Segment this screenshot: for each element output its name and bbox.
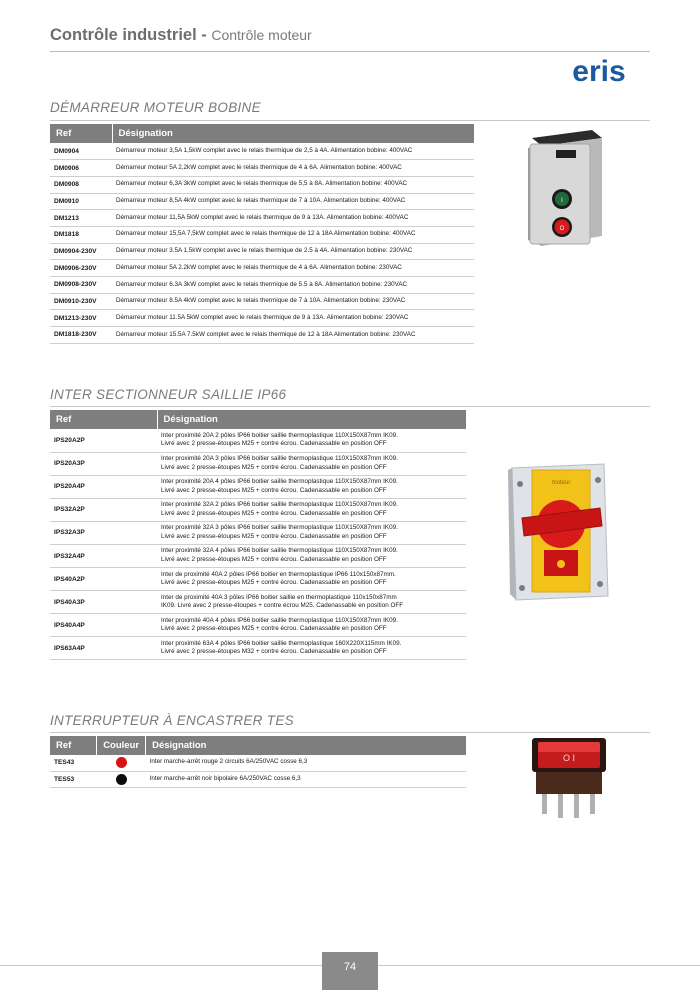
row-designation: Inter marche-arrêt rouge 2 circuits 6A/250VAC cosse 6,3	[146, 755, 466, 771]
table-row	[50, 160, 474, 177]
designation-line-1: Inter proximité 63A 4 pôles IP66 boitier saillie thermoplastique 160X220X115mm IK09.	[161, 639, 402, 647]
table-row	[50, 327, 474, 344]
page-number: 74	[322, 952, 378, 990]
color-swatch	[116, 757, 127, 768]
section-rule	[50, 406, 650, 407]
row-designation: Démarreur moteur 11.5A 5kW complet avec le relais thermique de 9 à 13A. Alimentation bobine: 230VAC	[112, 310, 474, 327]
screw	[595, 477, 601, 483]
designation-line-2: Livré avec 2 presse-étoupes M25 + contre écrou. Cadenassable en position OFF	[161, 532, 387, 540]
designation-line-2: Livré avec 2 presse-étoupes M32 + contre écrou. Cadenassable en position OFF	[161, 648, 387, 656]
row-designation: Démarreur moteur 5A 2.2kW complet avec le relais thermique de 4 à 6A. Alimentation bobine: 230VAC	[112, 260, 474, 277]
table-row	[50, 176, 474, 193]
row-designation	[157, 591, 466, 614]
table-row	[50, 498, 466, 521]
row-ref: IPS40A4P	[50, 614, 157, 637]
designation-line-1: Inter proximité 40A 4 pôles IP66 boitier saillie thermoplastique 110X150X87mm IK09.	[161, 616, 398, 624]
table-row	[50, 614, 466, 637]
designation-line-1: Inter proximité 20A 2 pôles IP66 boitier saillie thermoplastique 110X150X87mm IK09.	[161, 431, 398, 439]
table-row	[50, 568, 466, 591]
row-designation: Démarreur moteur 3.5A 1.5kW complet avec le relais thermique de 2.5 à 4A. Alimentation bobine: 230VAC	[112, 243, 474, 260]
row-designation	[157, 614, 466, 637]
table-row	[50, 755, 466, 771]
table-row	[50, 637, 466, 660]
table-row	[50, 544, 466, 567]
col-designation: Désignation	[157, 410, 466, 429]
row-ref: DM1818-230V	[50, 327, 112, 344]
row-designation	[157, 521, 466, 544]
row-ref: IPS40A3P	[50, 591, 157, 614]
page-title	[50, 26, 650, 45]
row-ref: DM0908-230V	[50, 277, 112, 294]
padlock-hole	[557, 560, 565, 568]
designation-line-2: Livré avec 2 presse-étoupes M25 + contre écrou. Cadenassable en position OFF	[161, 579, 387, 587]
row-ref: IPS32A4P	[50, 544, 157, 567]
page-subtitle: Contrôle moteur	[211, 27, 312, 43]
row-designation: Démarreur moteur 5A 2,2kW complet avec le relais thermique de 4 à 6A. Alimentation bobine: 400VAC	[112, 160, 474, 177]
row-designation	[157, 637, 466, 660]
section-title-inter-sectionneur: INTER SECTIONNEUR SAILLIE IP66	[50, 387, 287, 402]
row-ref: DM0904-230V	[50, 243, 112, 260]
designation-line-1: Inter proximité 20A 4 pôles IP66 boitier saillie thermoplastique 110X150X87mm IK09.	[161, 478, 398, 486]
row-designation: Démarreur moteur 8.5A 4kW complet avec le relais thermique de 7 à 10A. Alimentation bobine: 230VAC	[112, 293, 474, 310]
row-ref: TES53	[50, 771, 97, 787]
section-rule	[50, 120, 650, 121]
row-ref: DM0904	[50, 143, 112, 160]
row-ref: DM0908	[50, 176, 112, 193]
row-designation: Démarreur moteur 6.3A 3kW complet avec le relais thermique de 5.5 à 8A. Alimentation bobine: 230VAC	[112, 277, 474, 294]
row-ref: DM1818	[50, 226, 112, 243]
table-inter-sectionneur	[50, 410, 466, 660]
table-interrupteur	[50, 736, 466, 788]
designation-line-1: Inter proximité 32A 4 pôles IP66 boitier saillie thermoplastique 110X150X87mm IK09.	[161, 547, 398, 555]
row-designation	[157, 544, 466, 567]
row-color	[97, 755, 146, 771]
table-row	[50, 226, 474, 243]
table-row	[50, 591, 466, 614]
table-row	[50, 771, 466, 787]
table-row	[50, 293, 474, 310]
isolator-image	[504, 460, 616, 604]
stop-symbol: O	[559, 226, 565, 232]
designation-line-1: Inter proximité 32A 2 pôles IP66 boitier saillie thermoplastique 110X150X87mm IK09.	[161, 501, 398, 509]
row-ref: DM1213	[50, 210, 112, 227]
table-row	[50, 475, 466, 498]
rocker-switch-image	[528, 730, 610, 822]
screw	[519, 585, 525, 591]
row-designation: Inter marche-arrêt noir bipolaire 6A/250VAC cosse 6,3	[146, 771, 466, 787]
designation-line-2: Livré avec 2 presse-étoupes M25 + contre écrou. Cadenassable en position OFF	[161, 486, 387, 494]
table-row	[50, 143, 474, 160]
row-designation: Démarreur moteur 8,5A 4kW complet avec le relais thermique de 7 à 10A. Alimentation bobine: 400VAC	[112, 193, 474, 210]
section-title-demarreur: DÉMARREUR MOTEUR BOBINE	[50, 100, 261, 115]
row-designation	[157, 568, 466, 591]
eris-logo	[566, 55, 632, 89]
col-couleur: Couleur	[97, 736, 146, 755]
table-row	[50, 243, 474, 260]
designation-line-1: Inter de proximité 40A 3 pôles IP66 boitier saillie en thermoplastique 110x150x87mm	[161, 593, 397, 601]
table-row	[50, 260, 474, 277]
row-designation	[157, 452, 466, 475]
table-row	[50, 452, 466, 475]
row-designation: Démarreur moteur 11,5A 5kW complet avec le relais thermique de 9 à 13A. Alimentation bobine: 400VAC	[112, 210, 474, 227]
logo-text: eris	[572, 55, 626, 88]
table-row	[50, 521, 466, 544]
row-ref: TES43	[50, 755, 97, 771]
row-ref: IPS20A4P	[50, 475, 157, 498]
terminal	[574, 790, 579, 818]
table-row	[50, 310, 474, 327]
plate-text: moteur	[551, 480, 571, 486]
col-ref: Ref	[50, 736, 97, 755]
table-header-row	[50, 124, 474, 143]
page-title-main: Contrôle industriel	[50, 26, 197, 44]
row-designation	[157, 475, 466, 498]
designation-line-2: Livré avec 2 presse-étoupes M25 + contre écrou. Cadenassable en position OFF	[161, 440, 387, 448]
rocker-highlight	[538, 742, 600, 752]
row-ref: DM0906-230V	[50, 260, 112, 277]
table-row	[50, 277, 474, 294]
designation-line-2: Livré avec 2 presse-étoupes M25 + contre écrou. Cadenassable en position OFF	[161, 509, 387, 517]
designation-line-1: Inter proximité 20A 3 pôles IP66 boitier saillie thermoplastique 110X150X87mm IK09.	[161, 455, 398, 463]
table-row	[50, 193, 474, 210]
table-header-row	[50, 410, 466, 429]
rocker-symbols: O I	[562, 753, 576, 763]
row-ref: DM1213-230V	[50, 310, 112, 327]
table-row	[50, 210, 474, 227]
screw	[597, 581, 603, 587]
starter-image	[522, 128, 608, 250]
row-ref: DM0910	[50, 193, 112, 210]
title-separator: -	[196, 26, 212, 44]
table-demarreur	[50, 124, 474, 344]
row-designation: Démarreur moteur 6,3A 3kW complet avec le relais thermique de 5,5 à 8A. Alimentation bobine: 400VAC	[112, 176, 474, 193]
col-designation: Désignation	[146, 736, 466, 755]
row-color	[97, 771, 146, 787]
section-title-interrupteur: INTERRUPTEUR À ENCASTRER TES	[50, 713, 294, 728]
row-ref: IPS20A2P	[50, 429, 157, 452]
designation-line-1: Inter proximité 32A 3 pôles IP66 boitier saillie thermoplastique 110X150X87mm IK09.	[161, 524, 398, 532]
row-ref: IPS20A3P	[50, 452, 157, 475]
start-symbol: I	[561, 198, 563, 204]
screw	[517, 481, 523, 487]
row-designation: Démarreur moteur 3,5A 1,5kW complet avec le relais thermique de 2,5 à 4A. Alimentation bobine: 400VAC	[112, 143, 474, 160]
starter-slot	[556, 150, 576, 158]
designation-line-1: Inter de proximité 40A 2 pôles IP66 boitier en thermoplastique IP66 110x150x87mm.	[161, 570, 396, 578]
row-ref: IPS40A2P	[50, 568, 157, 591]
row-designation: Démarreur moteur 15,5A 7,5kW complet avec le relais thermique de 12 à 18A Alimentation bobine: 400VAC	[112, 226, 474, 243]
terminal	[558, 790, 563, 818]
row-ref: IPS32A2P	[50, 498, 157, 521]
row-designation: Démarreur moteur 15.5A 7.5kW complet avec le relais thermique de 12 à 18A Alimentation bobine: 230VAC	[112, 327, 474, 344]
col-ref: Ref	[50, 124, 112, 143]
table-row	[50, 429, 466, 452]
col-ref: Ref	[50, 410, 157, 429]
row-designation	[157, 429, 466, 452]
color-swatch	[116, 774, 127, 785]
row-ref: IPS63A4P	[50, 637, 157, 660]
table-header-row	[50, 736, 466, 755]
designation-line-2: Livré avec 2 presse-étoupes M25 + contre écrou. Cadenassable en position OFF	[161, 463, 387, 471]
row-ref: DM0910-230V	[50, 293, 112, 310]
row-ref: DM0906	[50, 160, 112, 177]
designation-line-2: Livré avec 2 presse-étoupes M25 + contre écrou. Cadenassable en position OFF	[161, 625, 387, 633]
designation-line-2: Livré avec 2 presse-étoupes M25 + contre écrou. Cadenassable en position OFF	[161, 556, 387, 564]
col-designation: Désignation	[112, 124, 474, 143]
row-ref: IPS32A3P	[50, 521, 157, 544]
page-header	[50, 26, 650, 52]
row-designation	[157, 498, 466, 521]
designation-line-2: IK09. Livré avec 2 presse-étoupes + contre écrou M25. Cadenassable en position OFF	[161, 602, 404, 610]
